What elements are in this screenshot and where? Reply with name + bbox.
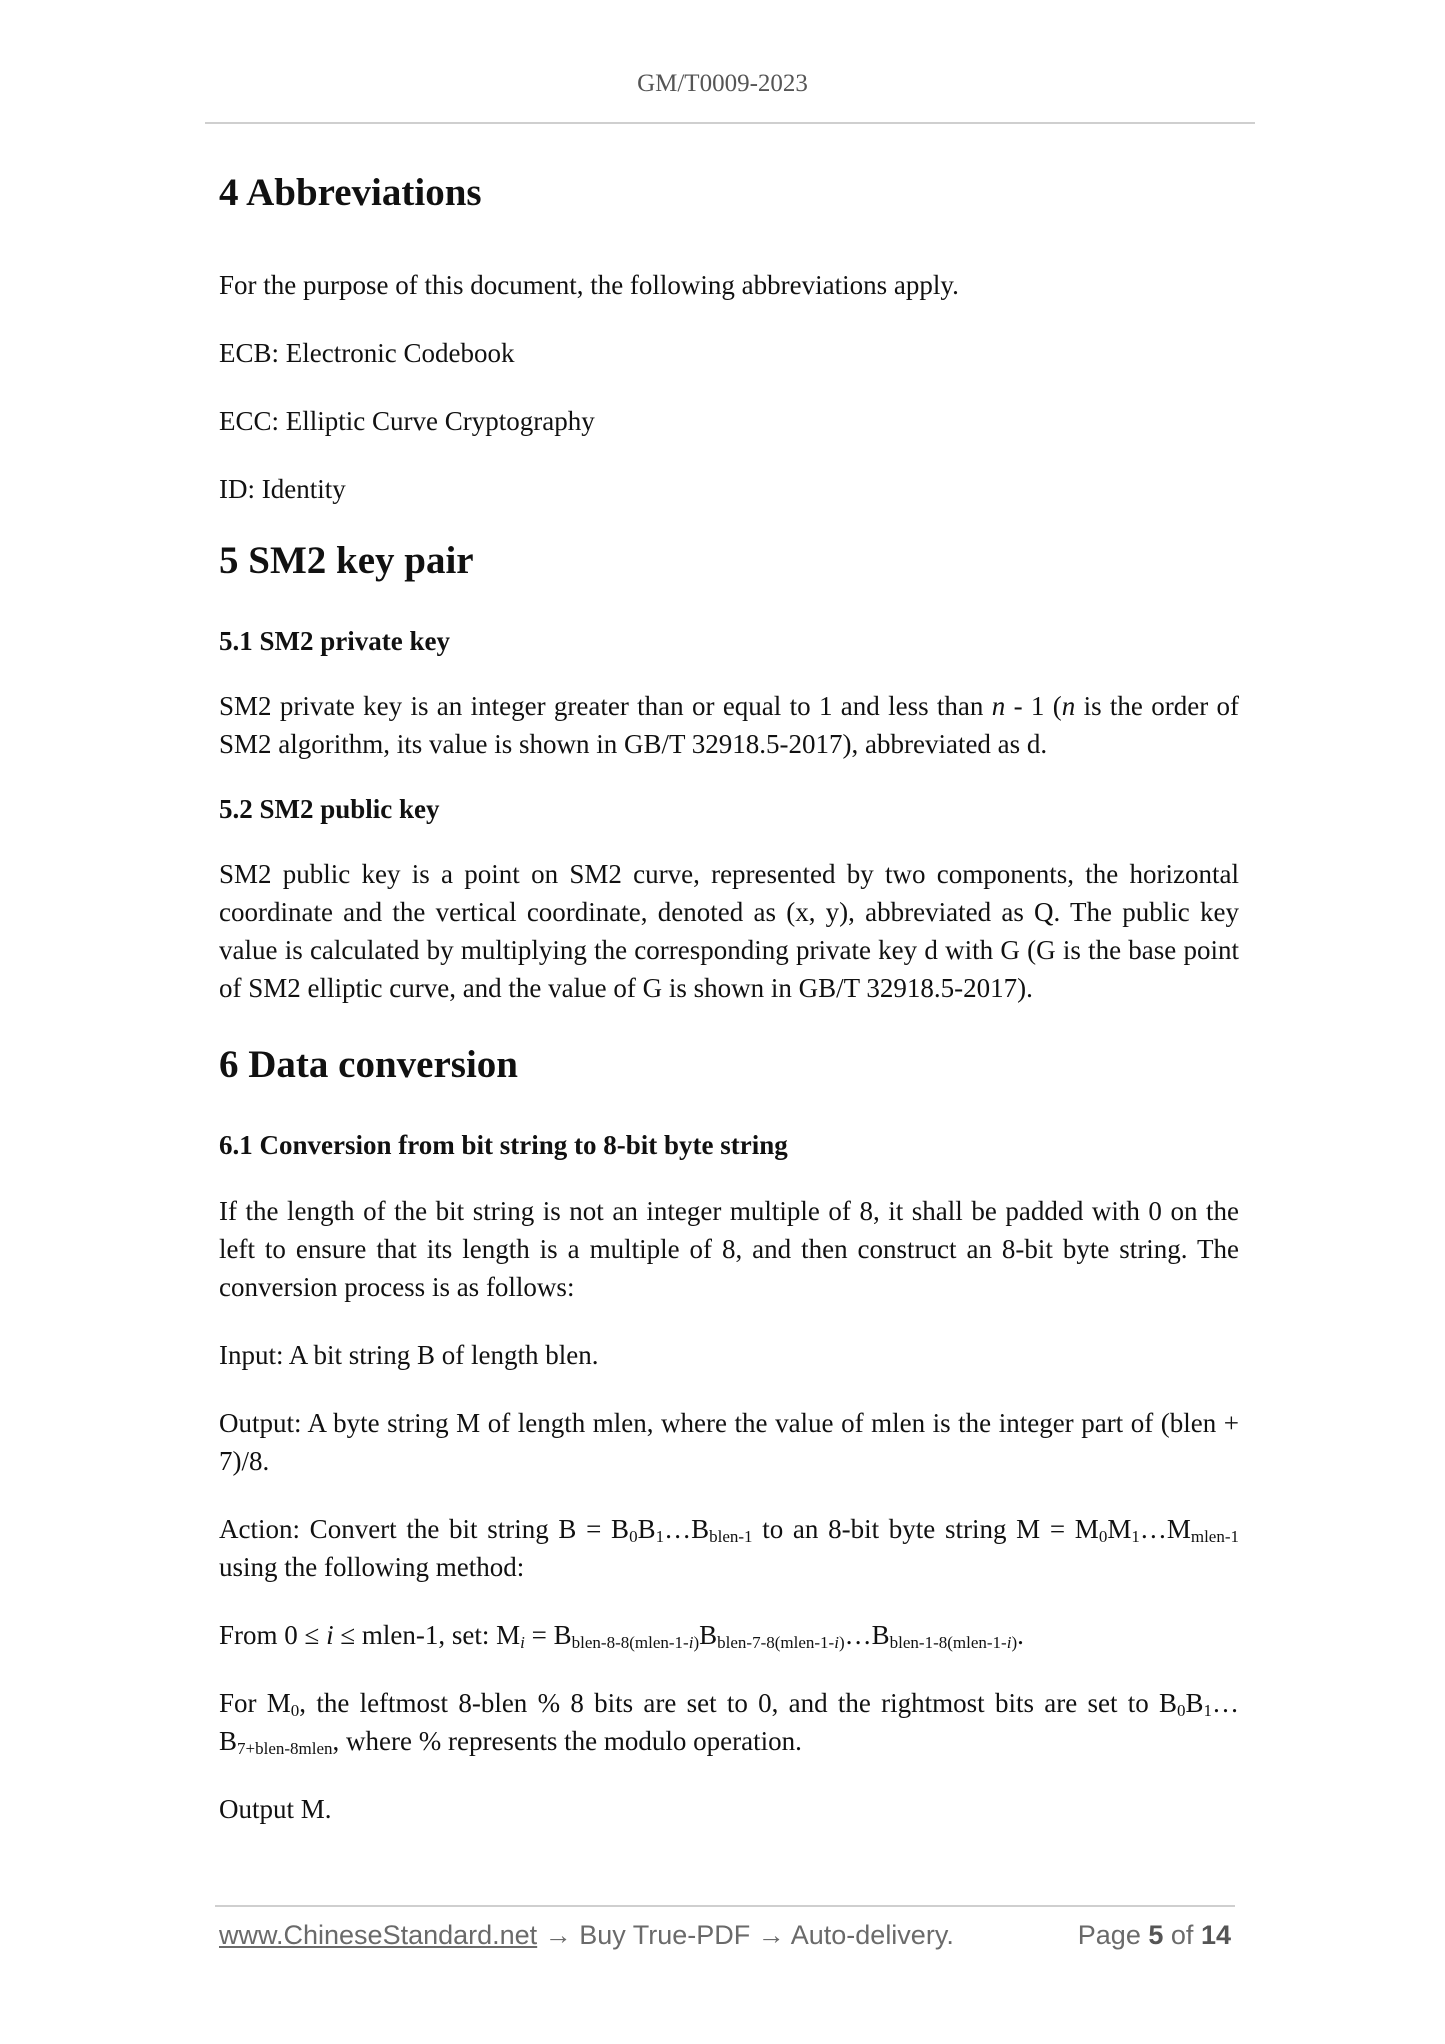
- conversion-intro-paragraph: If the length of the bit string is not an integer multiple of 8, it shall be padded with 0 on the left to ensure that its length is a multiple of 8, and then construct an 8-bit byte string. The conversion process is as follows:: [219, 1195, 1239, 1302]
- section-5-2-heading: 5.2 SM2 public key: [219, 793, 440, 824]
- section-6-1-heading: 6.1 Conversion from bit string to 8-bit byte string: [219, 1130, 788, 1161]
- section-4-heading: 4 Abbreviations: [219, 171, 482, 214]
- current-page-number: 5: [1148, 1920, 1164, 1950]
- action-paragraph: Action: Convert the bit string $B = B_0B_1\dots B_{blen-1}$ to an 8-bit byte string $M = M_0M_1\dots M_{mlen-1}$ using the following method:: [219, 1513, 1239, 1582]
- abbreviation-ecb: ECB: Electronic Codebook: [219, 337, 515, 368]
- abbreviation-ecc: ECC: Elliptic Curve Cryptography: [219, 405, 595, 436]
- page-footer: [219, 1920, 1231, 1960]
- website-link[interactable]: www.ChineseStandard.net: [219, 1920, 538, 1950]
- document-body: [219, 160, 1239, 1828]
- page-indicator: Page 5 of 14: [1077, 1920, 1231, 1950]
- section-5-1-heading: 5.1 SM2 private key: [219, 625, 450, 656]
- abbreviations-intro: For the purpose of this document, the following abbreviations apply.: [219, 269, 959, 300]
- running-header: GM/T0009-2023: [637, 70, 808, 97]
- from-formula-paragraph: From 0 ≤ i ≤ mlen-1, set: $M_i$ = $B_{blen-8-8(mlen-1-i)}B_{blen-7-8(mlen-1-i)}\dots B_{blen-1-8(mlen-1-i)}$.: [219, 1619, 1024, 1652]
- section-5-heading: 5 SM2 key pair: [219, 538, 474, 582]
- header-divider: [205, 122, 1255, 124]
- private-key-paragraph: SM2 private key is an integer greater than or equal to 1 and less than n - 1 (n is the order of SM2 algorithm, its value is shown in GB/T 32918.5-2017), abbreviated as d.: [219, 690, 1240, 759]
- output-paragraph: Output: A byte string M of length mlen, where the value of mlen is the integer part of (blen + 7)/8.: [219, 1407, 1239, 1476]
- footer-promo-text: → Buy True-PDF → Auto-delivery.: [537, 1920, 954, 1950]
- footer-promo: [219, 1920, 954, 1951]
- total-pages: 14: [1200, 1920, 1231, 1950]
- m0-rule-paragraph: For $M_0$, the leftmost 8-blen % 8 bits are set to 0, and the rightmost bits are set to $B_0B_1\dots B_{7+blen-8mlen}$, where % represents the modulo operation.: [219, 1687, 1240, 1758]
- footer-divider: [215, 1905, 1235, 1907]
- public-key-paragraph: SM2 public key is a point on SM2 curve, represented by two components, the horizontal coordinate and the vertical coordinate, denoted as (x, y), abbreviated as Q. The public key value is calculated by multiplying the corresponding private key d with G (G is the base point of SM2 elliptic curve, and the value of G is shown in GB/T 32918.5-2017).: [219, 859, 1239, 1004]
- input-paragraph: Input: A bit string B of length blen.: [219, 1339, 599, 1370]
- output-m-paragraph: Output M.: [219, 1793, 332, 1824]
- abbreviation-id: ID: Identity: [219, 473, 346, 504]
- section-6-heading: 6 Data conversion: [219, 1043, 518, 1087]
